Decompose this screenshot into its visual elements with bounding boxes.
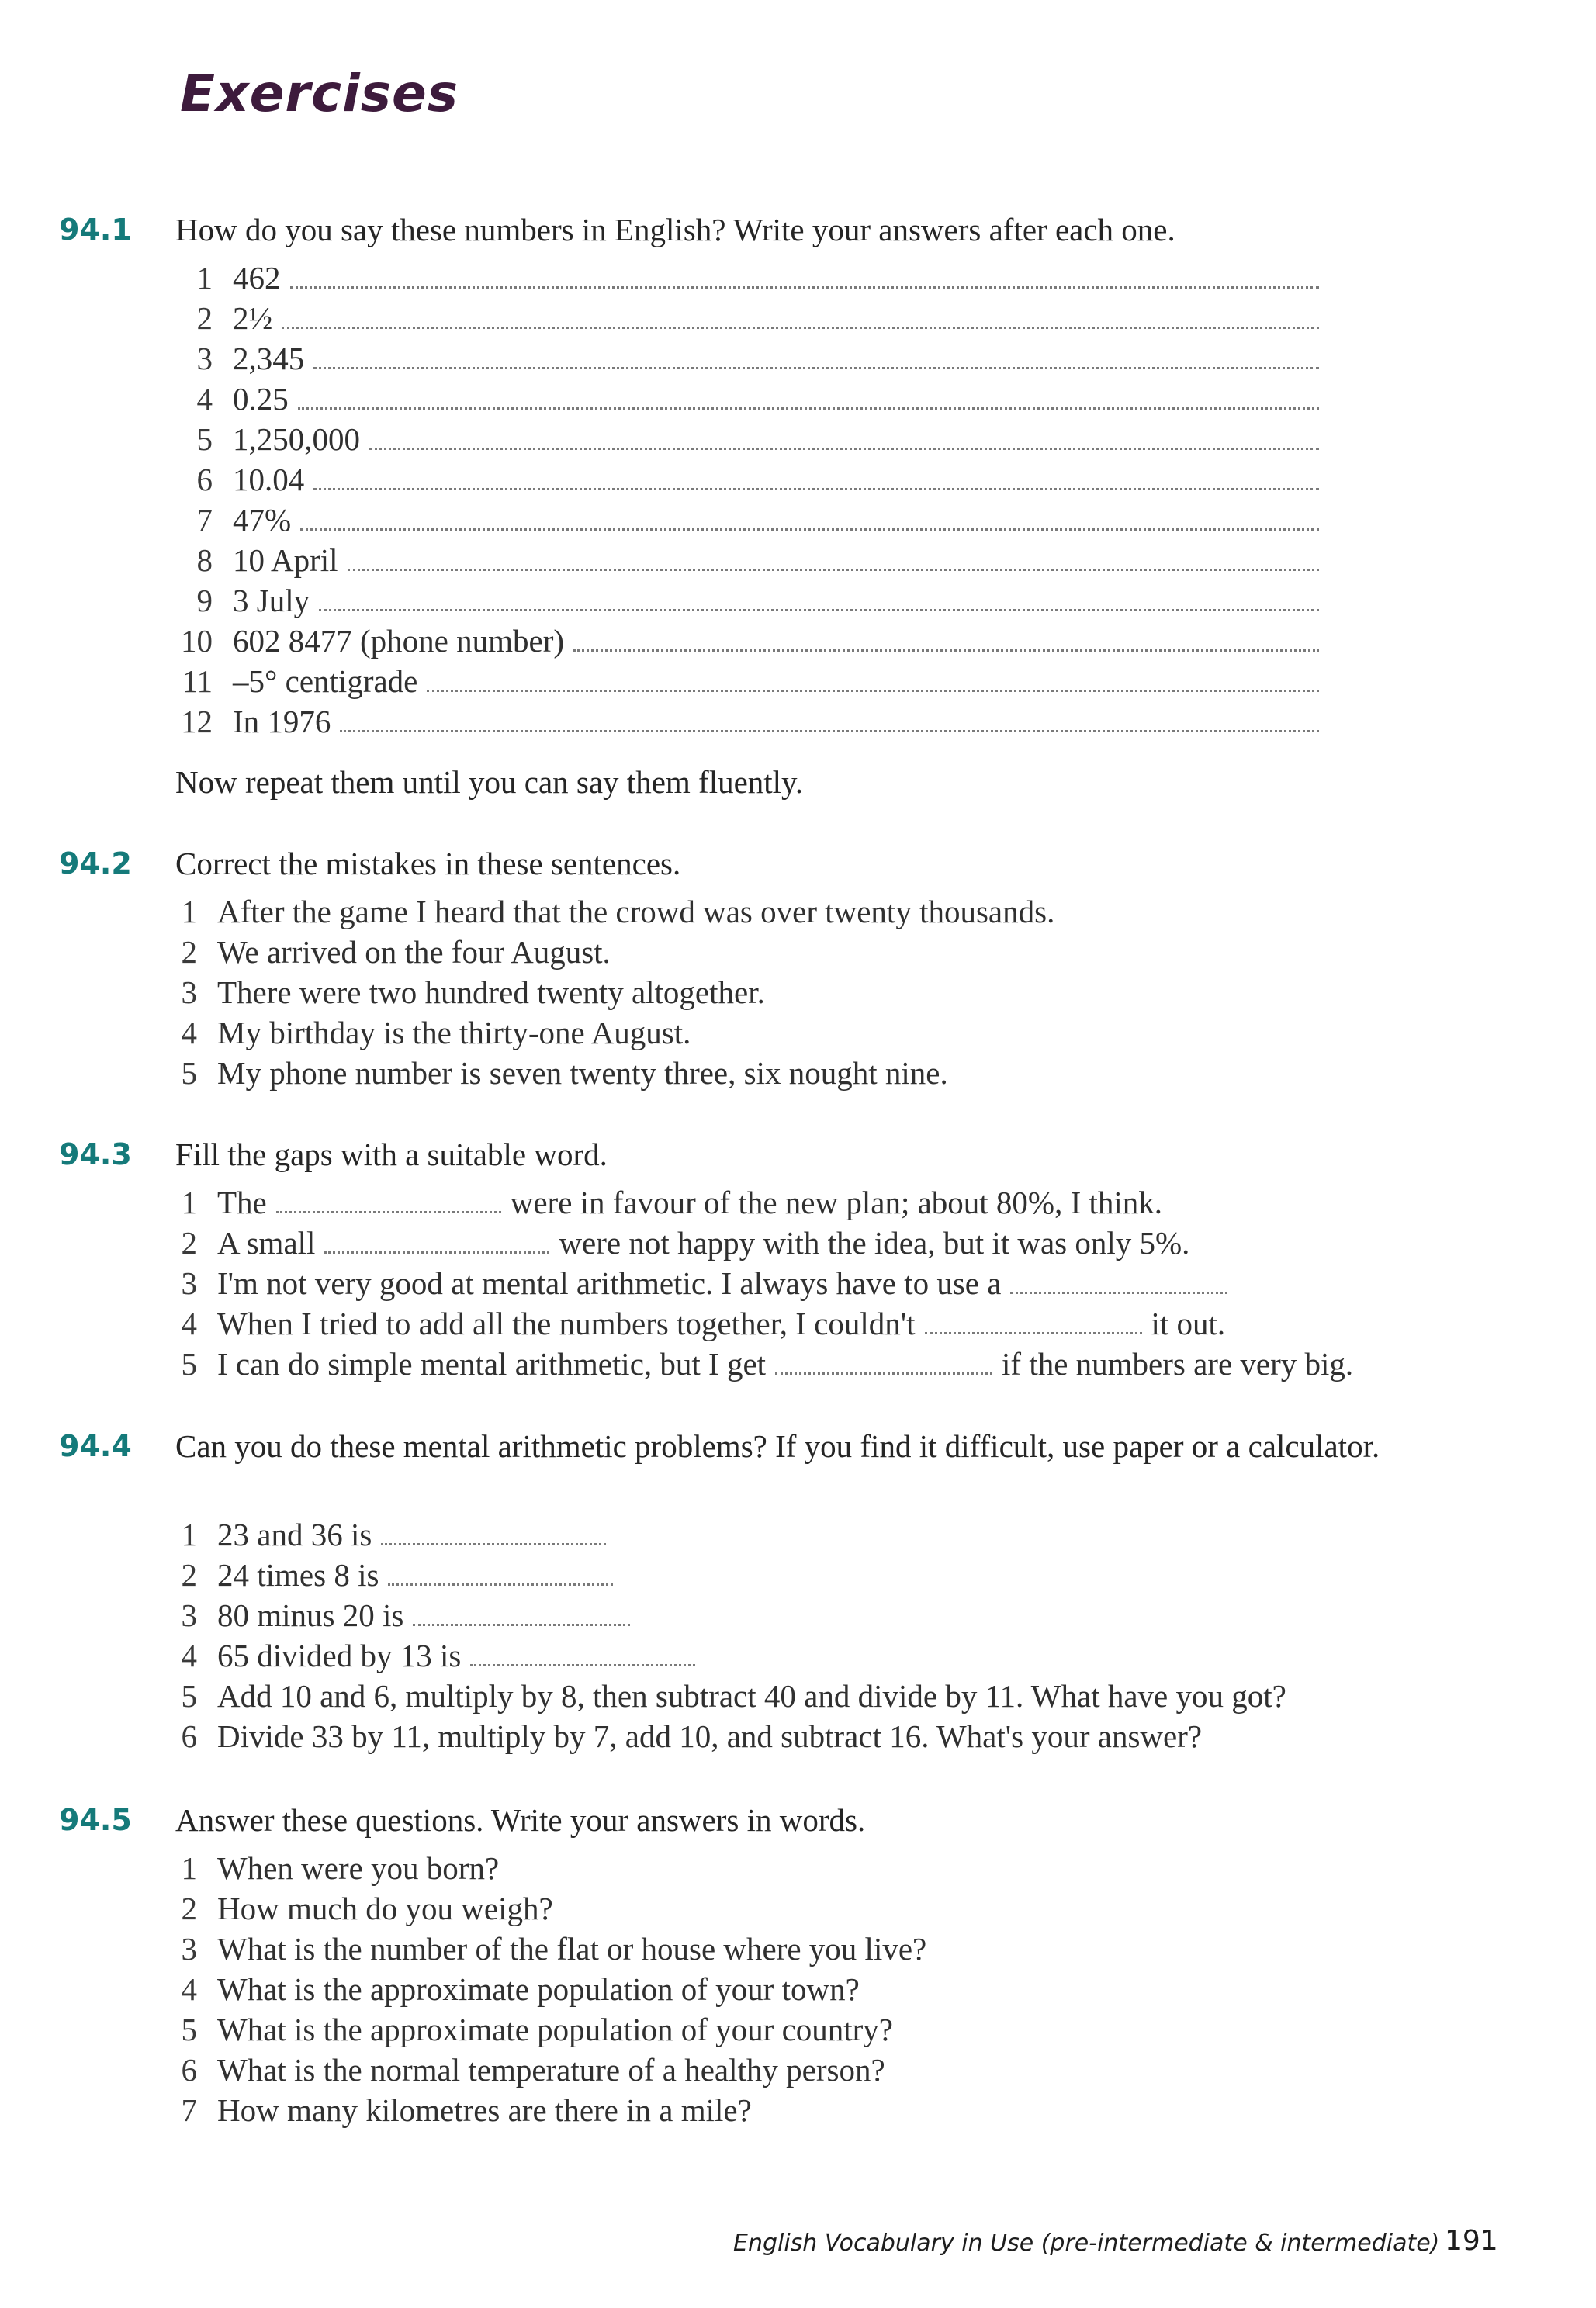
answer-gap[interactable] xyxy=(388,1583,613,1586)
list-item: 2 2½ xyxy=(175,298,1324,338)
answer-line[interactable] xyxy=(573,649,1319,652)
answer-line[interactable] xyxy=(298,407,1319,410)
book-title-footer: English Vocabulary in Use (pre-intermediate & intermediate) xyxy=(733,2230,1440,2257)
exercise-number: 94.5 xyxy=(59,1803,132,1837)
list-item: 2 A small were not happy with the idea, but it was only 5%. xyxy=(181,1225,1190,1261)
list-item: 1 462 xyxy=(175,258,1324,298)
list-item: 7 How many kilometres are there in a mile? xyxy=(181,2092,752,2128)
exercise-instruction: Correct the mistakes in these sentences. xyxy=(175,846,681,881)
list-item: 11 –5° centigrade xyxy=(175,661,1324,701)
exercise-items xyxy=(175,891,1556,1093)
list-item: 4 65 divided by 13 is xyxy=(175,1635,1556,1676)
list-item: 3 2,345 xyxy=(175,338,1324,379)
exercise-instruction: Answer these questions. Write your answers in words. xyxy=(175,1802,866,1838)
instruction-note: Now repeat them until you can say them fluently. xyxy=(175,764,804,800)
list-item: 1 The were in favour of the new plan; about 80%, I think. xyxy=(181,1185,1163,1220)
exercise-instruction: Fill the gaps with a suitable word. xyxy=(175,1137,608,1172)
list-item: 1 After the game I heard that the crowd was over twenty thousands. xyxy=(181,894,1055,929)
exercise-instruction: How do you say these numbers in English? Write your answers after each one. xyxy=(175,212,1175,247)
exercise-items xyxy=(175,1514,1556,1756)
answer-gap[interactable] xyxy=(775,1372,992,1375)
exercise-items xyxy=(175,258,1324,742)
list-item: 12 In 1976 xyxy=(175,701,1324,742)
page-title: Exercises xyxy=(180,64,459,123)
list-item: 4 0.25 xyxy=(175,379,1324,419)
exercise-number: 94.4 xyxy=(59,1429,132,1463)
list-item: 4 My birthday is the thirty-one August. xyxy=(181,1015,691,1050)
list-item: 2 We arrived on the four August. xyxy=(181,934,611,970)
answer-gap[interactable] xyxy=(470,1664,695,1666)
list-item: 1 23 and 36 is xyxy=(175,1514,1556,1555)
list-item: 8 10 April xyxy=(175,540,1324,580)
exercise-number: 94.3 xyxy=(59,1137,132,1171)
exercise-number: 94.1 xyxy=(59,213,132,247)
list-item: 6 10.04 xyxy=(175,459,1324,500)
answer-gap[interactable] xyxy=(324,1251,549,1254)
answer-line[interactable] xyxy=(427,690,1319,692)
answer-gap[interactable] xyxy=(925,1332,1142,1334)
list-item: 6 What is the normal temperature of a healthy person? xyxy=(181,2052,885,2088)
list-item: 3 What is the number of the flat or house where you live? xyxy=(181,1931,927,1967)
answer-gap[interactable] xyxy=(276,1211,501,1213)
list-item: 9 3 July xyxy=(175,580,1324,621)
exercise-items xyxy=(175,1848,1556,2130)
answer-line[interactable] xyxy=(340,730,1319,732)
answer-line[interactable] xyxy=(313,488,1319,490)
list-item: 6 Divide 33 by 11, multiply by 7, add 10, and subtract 16. What's your answer? xyxy=(181,1718,1203,1754)
exercise-instruction: Can you do these mental arithmetic problems? If you find it difficult, use paper or a calculator. xyxy=(175,1428,1380,1464)
list-item: 2 How much do you weigh? xyxy=(181,1891,553,1926)
answer-gap[interactable] xyxy=(413,1624,630,1626)
list-item: 7 47% xyxy=(175,500,1324,540)
list-item: 4 What is the approximate population of your town? xyxy=(181,1971,860,2007)
answer-line[interactable] xyxy=(290,286,1320,289)
answer-line[interactable] xyxy=(369,448,1319,450)
exercise-number: 94.2 xyxy=(59,846,132,881)
list-item: 5 I can do simple mental arithmetic, but I get if the numbers are very big. xyxy=(181,1346,1354,1382)
list-item: 1 When were you born? xyxy=(181,1850,500,1886)
page-number: 191 xyxy=(1445,2225,1498,2257)
list-item: 3 80 minus 20 is xyxy=(175,1595,1556,1635)
list-item: 5 What is the approximate population of your country? xyxy=(181,2012,894,2047)
answer-line[interactable] xyxy=(348,569,1319,571)
answer-line[interactable] xyxy=(313,367,1319,369)
exercise-items xyxy=(175,1182,1556,1384)
answer-line[interactable] xyxy=(319,609,1319,611)
list-item: 5 Add 10 and 6, multiply by 8, then subtract 40 and divide by 11. What have you got? xyxy=(181,1678,1286,1714)
list-item: 5 My phone number is seven twenty three, six nought nine. xyxy=(181,1055,948,1091)
list-item: 10 602 8477 (phone number) xyxy=(175,621,1324,661)
answer-line[interactable] xyxy=(300,528,1319,531)
list-item: 5 1,250,000 xyxy=(175,419,1324,459)
answer-line[interactable] xyxy=(282,327,1319,329)
answer-gap[interactable] xyxy=(381,1543,606,1545)
list-item: 4 When I tried to add all the numbers together, I couldn't it out. xyxy=(181,1306,1226,1341)
answer-gap[interactable] xyxy=(1010,1292,1227,1294)
list-item: 2 24 times 8 is xyxy=(175,1555,1556,1595)
list-item: 3 There were two hundred twenty altogether. xyxy=(181,974,765,1010)
list-item: 3 I'm not very good at mental arithmetic. I always have to use a xyxy=(175,1263,1556,1303)
